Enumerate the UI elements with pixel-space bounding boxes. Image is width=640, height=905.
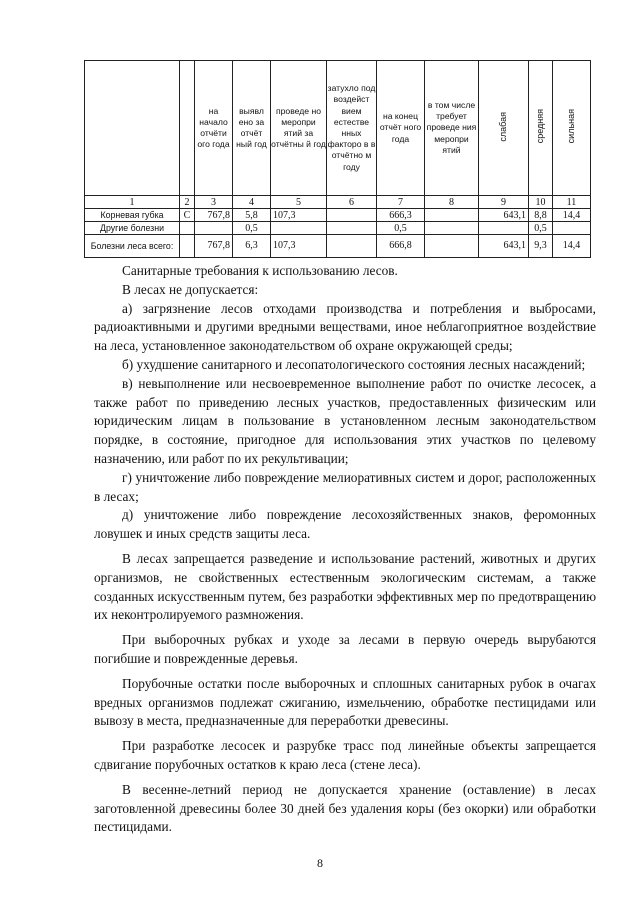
header-vertical-text: слабая	[497, 111, 508, 142]
header-cell	[85, 61, 180, 196]
header-cell: в том числе требует проведе ния меропри ятий	[425, 61, 479, 196]
table-cell	[195, 222, 233, 235]
table-row	[85, 222, 591, 235]
header-cell-vertical	[529, 61, 553, 196]
row-label: Болезни леса всего:	[85, 235, 180, 258]
table-cell: 0,5	[377, 222, 425, 235]
paragraph: г) уничтожение либо повреждение мелиоративных систем и дорог, расположенных в лесах;	[94, 469, 596, 504]
table-cell	[425, 209, 479, 222]
header-cell-vertical	[553, 61, 591, 196]
column-number: 11	[553, 196, 591, 209]
table-cell: 643,1	[479, 235, 529, 258]
table-header-row	[85, 61, 591, 196]
table-cell: 643,1	[479, 209, 529, 222]
column-number: 10	[529, 196, 553, 209]
table-cell: 767,8	[195, 209, 233, 222]
column-number: 5	[271, 196, 327, 209]
table-cell: 8,8	[529, 209, 553, 222]
table-cell: 0,5	[529, 222, 553, 235]
table-cell: С	[180, 209, 195, 222]
table-cell: 6,3	[233, 235, 271, 258]
column-number: 7	[377, 196, 425, 209]
table-cell: 9,3	[529, 235, 553, 258]
table-row-total	[85, 235, 591, 258]
table-cell	[180, 235, 195, 258]
column-number: 2	[180, 196, 195, 209]
header-vertical-text: сильная	[565, 109, 576, 144]
column-number: 1	[85, 196, 180, 209]
body-text	[94, 262, 596, 837]
column-number-row	[85, 196, 591, 209]
table-cell	[180, 222, 195, 235]
table-cell	[327, 209, 377, 222]
table-cell: 767,8	[195, 235, 233, 258]
table-cell	[425, 235, 479, 258]
paragraph: Порубочные остатки после выборочных и сплошных санитарных рубок в очагах вредных организмов подлежат сжиганию, измельчению, обработке пестицидами или вывозу в места, предназначенные для переработки древесины.	[94, 675, 596, 729]
paragraph: в) невыполнение или несвоевременное выполнение работ по очистке лесосек, а также работ по приведению лесных участков, предоставленных физическим или юридическим лицам в пользование в установленном лесным законодательством порядке, в состояние, пригодное для использования этих участков по целевому назначению, или работ по их рекультивации;	[94, 375, 596, 466]
table-cell: 0,5	[233, 222, 271, 235]
table-cell: 107,3	[271, 209, 327, 222]
table-cell	[425, 222, 479, 235]
column-number: 8	[425, 196, 479, 209]
table-cell: 666,3	[377, 209, 425, 222]
paragraph: д) уничтожение либо повреждение лесохозяйственных знаков, феромонных ловушек и иных средств защиты леса.	[94, 507, 596, 542]
table-cell	[271, 222, 327, 235]
paragraph: В весенне-летний период не допускается хранение (оставление) в лесах заготовленной древесины более 30 дней без удаления коры (без окорки) или обработки пестицидами.	[94, 781, 596, 835]
header-cell: проведе но меропри ятий за отчётны й год	[271, 61, 327, 196]
header-vertical-text: средняя	[534, 109, 545, 144]
paragraph: В лесах не допускается:	[122, 281, 259, 297]
table-cell	[327, 235, 377, 258]
table-cell: 14,4	[553, 209, 591, 222]
paragraph: В лесах запрещается разведение и использование растений, животных и других организмов, не свойственных естественным экологическим системам, а также созданных искусственным путем, без разработки эффективных мер по предотвращению их неконтролируемого размножения.	[94, 550, 596, 623]
column-number: 6	[327, 196, 377, 209]
paragraph: б) ухудшение санитарного и лесопатологического состояния лесных насаждений;	[122, 356, 586, 372]
table-cell: 5,8	[233, 209, 271, 222]
header-cell-vertical	[479, 61, 529, 196]
forest-disease-table	[84, 60, 591, 258]
column-number: 3	[195, 196, 233, 209]
row-label: Другие болезни	[85, 222, 180, 235]
paragraph: а) загрязнение лесов отходами производства и потребления и выбросами, радиоактивными и другими вредными веществами, иное неблагоприятное воздействие на леса, установленное законодательством об охране окружающей среды;	[94, 300, 596, 354]
column-number: 9	[479, 196, 529, 209]
section-heading: Санитарные требования к использованию лесов.	[122, 263, 398, 278]
header-cell: на начало отчёти ого года	[195, 61, 233, 196]
page-number: 8	[317, 856, 323, 870]
table-row	[85, 209, 591, 222]
table-cell	[479, 222, 529, 235]
table-cell: 14,4	[553, 235, 591, 258]
table-cell	[327, 222, 377, 235]
paragraph: При выборочных рубках и уходе за лесами в первую очередь вырубаются погибшие и поврежденные деревья.	[94, 632, 596, 666]
header-cell	[180, 61, 195, 196]
column-number: 4	[233, 196, 271, 209]
header-cell: на конец отчёт ного года	[377, 61, 425, 196]
row-label: Корневая губка	[85, 209, 180, 222]
table-cell: 666,8	[377, 235, 425, 258]
table-cell: 107,3	[271, 235, 327, 258]
paragraph: При разработке лесосек и разрубке трасс под линейные объекты запрещается сдвигание порубочных остатков к краю леса (стене леса).	[94, 738, 596, 772]
table-cell	[553, 222, 591, 235]
header-cell: выявл ено за отчёт ный год	[233, 61, 271, 196]
header-cell: затухло под воздейст вием естестве нных факторо в в отчётно м году	[327, 61, 377, 196]
